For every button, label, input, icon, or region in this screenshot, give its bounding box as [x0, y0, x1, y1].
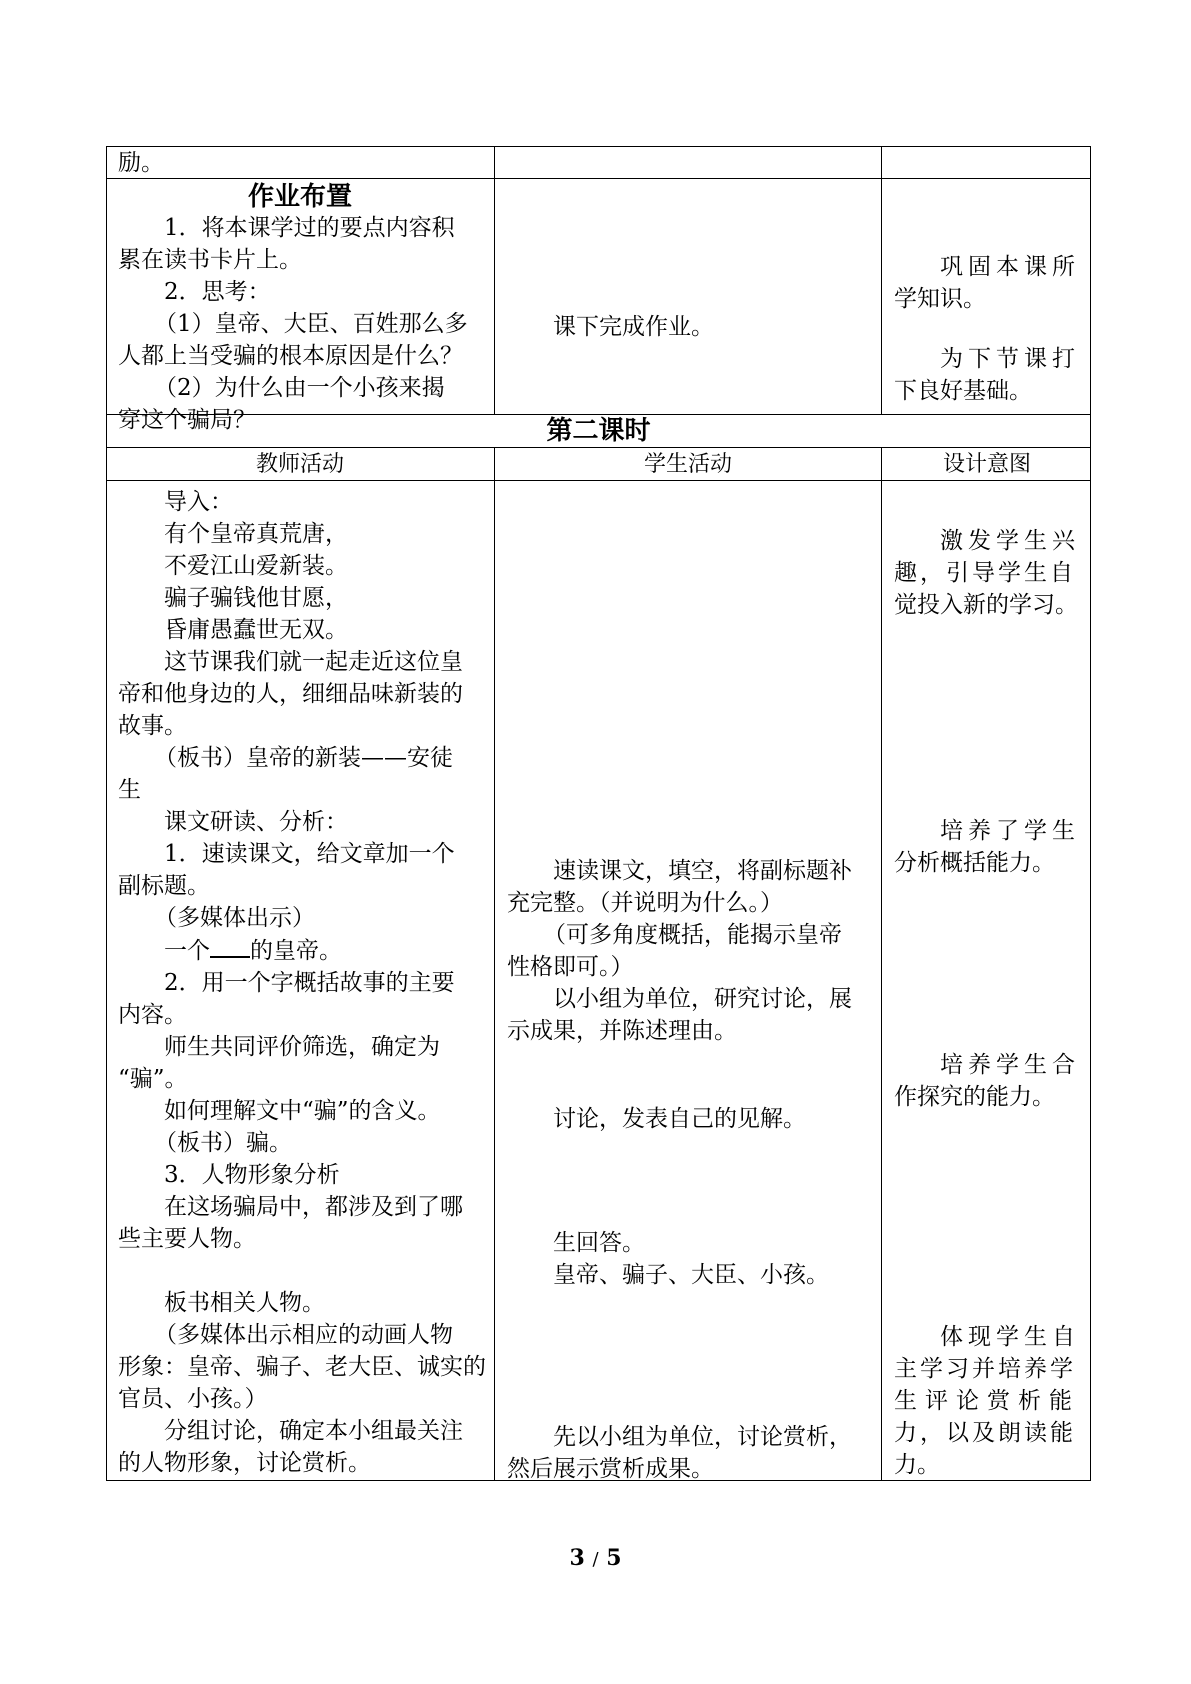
cell-text: 这节课我们就一起走近这位皇: [164, 649, 463, 675]
cell-text: 的人物形象，讨论赏析。: [118, 1450, 371, 1476]
homework-title: 作业布置: [247, 182, 352, 212]
cell-text: 为下节课打: [940, 346, 1080, 372]
cell-text: 生评论赏析能: [894, 1388, 1080, 1414]
cell-text: 觉投入新的学习。: [894, 592, 1078, 618]
fill-blank-line: [118, 934, 482, 967]
cell-text: （1）皇帝、大臣、百姓那么多: [154, 311, 468, 337]
cell-text: 速读课文，填空，将副标题补: [553, 858, 852, 884]
cell-text: 人都上当受骗的根本原因是什么？: [118, 343, 463, 369]
section-title: 第二课时: [546, 416, 651, 446]
cell-text: 体现学生自: [940, 1324, 1080, 1350]
cell-text: 2．思考：: [164, 279, 271, 305]
cell-text: 2．用一个字概括故事的主要: [164, 970, 455, 996]
cell-text: 下良好基础。: [894, 378, 1032, 404]
cell-text: 副标题。: [118, 873, 210, 899]
cell-text: 的皇帝。: [250, 938, 342, 964]
cell-text: 力。: [894, 1452, 940, 1478]
header-teacher: 教师活动: [107, 448, 495, 480]
cell-text: 力，以及朗读能: [894, 1420, 1076, 1446]
cell-text: 生: [118, 777, 141, 803]
cell-text: 在这场骗局中，都涉及到了哪: [164, 1194, 463, 1220]
cell-text: 巩固本课所: [940, 254, 1080, 280]
cell-text: （可多角度概括，能揭示皇帝: [543, 922, 842, 948]
cell-text: 以小组为单位，研究讨论，展: [553, 986, 852, 1012]
intent-cell: [882, 481, 1090, 1480]
cell-text: 示成果，并陈述理由。: [507, 1018, 737, 1044]
lesson-plan-table: [106, 146, 1091, 1481]
cell-text: 累在读书卡片上。: [118, 247, 302, 273]
cell-text: 先以小组为单位，讨论赏析，: [553, 1424, 852, 1450]
cell-text: （2）为什么由一个小孩来揭: [154, 375, 445, 401]
cell-text: 穿这个骗局？: [118, 407, 256, 433]
cell-text: 趣，引导学生自: [894, 560, 1076, 586]
table-row: [107, 481, 1090, 1481]
table-header-row: [107, 448, 1090, 481]
cell-text: 形象：皇帝、骗子、老大臣、诚实的: [118, 1354, 486, 1380]
teacher-cell: [107, 179, 495, 433]
cell-text: （多媒体出示）: [154, 905, 315, 931]
cell-text: 些主要人物。: [118, 1226, 256, 1252]
cell-text: 故事。: [118, 713, 187, 739]
teacher-cell: [107, 481, 495, 1480]
cell-text: 充完整。（并说明为什么。）: [507, 890, 783, 916]
cell-text: 板书相关人物。: [164, 1290, 325, 1316]
student-cell: [495, 147, 882, 178]
cell-text: 1．将本课学过的要点内容积: [164, 215, 455, 241]
cell-text: 主学习并培养学: [894, 1356, 1076, 1382]
cell-text: 师生共同评价筛选，确定为: [164, 1034, 440, 1060]
cell-text: 讨论，发表自己的见解。: [553, 1106, 806, 1132]
cell-text: 帝和他身边的人，细细品味新装的: [118, 681, 463, 707]
cell-text: 如何理解文中“骗”的含义。: [164, 1098, 441, 1124]
header-intent: 设计意图: [942, 452, 1031, 477]
cell-text: 昏庸愚蠢世无双。: [164, 617, 348, 643]
cell-text: 3．人物形象分析: [164, 1162, 340, 1188]
cell-text: 皇帝、骗子、大臣、小孩。: [553, 1262, 829, 1288]
cell-text: 性格即可。）: [507, 954, 634, 980]
page-current: 3: [569, 1545, 585, 1571]
cell-text: 培养了学生: [940, 818, 1080, 844]
cell-text: 作探究的能力。: [894, 1084, 1055, 1110]
cell-text: 学知识。: [894, 286, 986, 312]
cell-text: 骗子骗钱他甘愿，: [164, 585, 348, 611]
cell-text: 课下完成作业。: [553, 314, 714, 340]
page-separator: /: [592, 1549, 599, 1570]
cell-text: （板书）骗。: [154, 1130, 292, 1156]
cell-text: 生回答。: [553, 1230, 645, 1256]
cell-text: 分析概括能力。: [894, 850, 1055, 876]
cell-text: 内容。: [118, 1002, 187, 1028]
cell-text: 分组讨论，确定本小组最关注: [164, 1418, 463, 1444]
cell-text: 一个: [164, 938, 210, 964]
intent-cell: [882, 147, 1090, 178]
cell-text: （多媒体出示相应的动画人物: [154, 1322, 453, 1348]
cell-text: 有个皇帝真荒唐，: [164, 521, 348, 547]
cell-text: 励。: [118, 150, 164, 176]
cell-text: 然后展示赏析成果。: [507, 1456, 714, 1482]
page-number: [0, 1545, 1191, 1571]
cell-text: 导入：: [164, 489, 233, 515]
cell-text: （板书）皇帝的新装——安徒: [154, 745, 453, 771]
cell-text: 激发学生兴: [940, 528, 1080, 554]
teacher-cell: [107, 147, 495, 178]
cell-text: 培养学生合: [940, 1052, 1080, 1078]
header-student: 学生活动: [495, 448, 882, 480]
blank-underline: [210, 934, 250, 958]
page-total: 5: [606, 1545, 622, 1571]
student-cell: [495, 481, 882, 1480]
cell-text: 不爱江山爱新装。: [164, 553, 348, 579]
cell-text: 课文研读、分析：: [164, 809, 348, 835]
spacer: [118, 1255, 482, 1287]
table-row: [107, 146, 1090, 179]
intent-cell: [882, 179, 1090, 414]
student-cell: [495, 179, 882, 414]
cell-text: “骗”。: [118, 1066, 188, 1092]
cell-text: 官员、小孩。）: [118, 1386, 268, 1412]
cell-text: 1．速读课文，给文章加一个: [164, 841, 455, 867]
